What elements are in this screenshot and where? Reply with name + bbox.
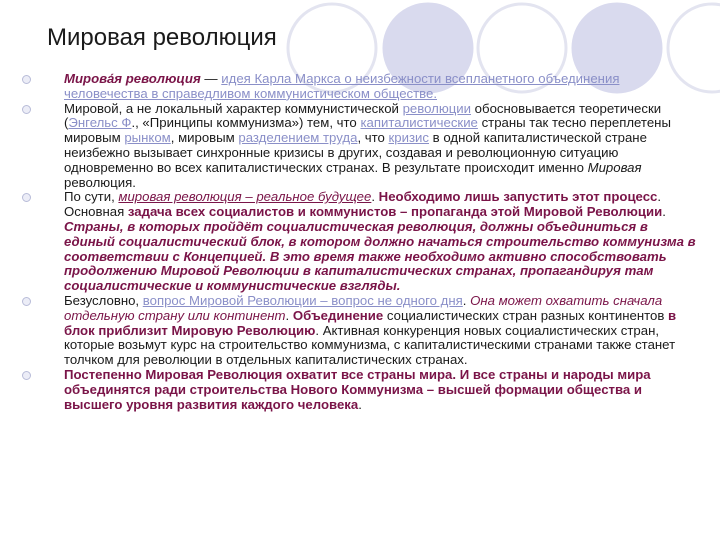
bullet-text-segment: социалистических стран разных континентов (383, 307, 669, 323)
bullet-text-segment: . (371, 189, 379, 205)
slide-title: Мировая революция (47, 24, 277, 51)
bullet-item-4 (22, 294, 698, 368)
bullet-text-segment: . Активная конкуренция новых социалистических стран, которые возьмут курс на строительство коммунизма, с капиталистическими странами также станет толчком для революции в отдельных капиталистических странах. (64, 322, 676, 368)
bullet-icon (22, 297, 31, 306)
bullet-text-segment[interactable]: рынком (124, 130, 171, 146)
bullet-text-segment: революция. (64, 174, 136, 190)
bullet-icon (22, 193, 31, 202)
bullet-list (22, 72, 698, 412)
bullet-text-segment: Безусловно, (64, 292, 143, 308)
bullet-text-segment: — (200, 71, 222, 86)
bullet-text-segment: . (358, 396, 362, 412)
bullet-item-2 (22, 102, 698, 191)
bullet-text-segment: . Основная (64, 189, 662, 220)
bullet-text-segment: . (285, 307, 293, 323)
bullet-text-segment[interactable]: идея Карла Маркса о неизбежности всепланетного объединения человечества в справедливом коммунистическом обществе. (64, 71, 620, 101)
bullet-text-segment: Необходимо лишь запустить этот процесс (378, 189, 658, 205)
bullet-text-segment: задача всех социалистов и коммунистов – пропаганда этой Мировой Революции (127, 204, 663, 220)
bullet-text-segment: Страны, в которых пройдёт социалистическая революция, должны объединиться в единый социалистический блок, в котором должно начаться строительство коммунизма в соответствии с Концепцией. В это время также необходимо активно способствовать продолжению Мировой Революции в капиталистических странах, пропагандируя там социалистические и коммунистические взгляды. (64, 218, 696, 294)
bullet-text-segment: ., «Принципы коммунизма») тем, что (131, 115, 361, 131)
bullet-text-segment: , что (357, 130, 389, 146)
bullet-text-segment: . (462, 292, 471, 308)
bullet-text-segment: По сути, (64, 189, 119, 205)
bullet-text-segment: Объединение (292, 307, 384, 323)
bullet-text-segment: . (662, 204, 666, 220)
bullet-item-3 (22, 190, 698, 294)
bullet-text-segment[interactable]: Энгельс Ф (68, 115, 132, 131)
bullet-text-segment: Мировая (587, 159, 642, 175)
bullet-text-segment: обосновывается теоретически ( (64, 100, 662, 131)
bullet-text-segment: Мирова́я революция (64, 71, 201, 86)
bullet-icon (22, 75, 31, 84)
bullet-text-segment[interactable]: капиталистические (360, 115, 478, 131)
bullet-text-segment: Она может охватить сначала отдельную страну или континент (64, 292, 663, 323)
bullet-text-segment: страны так тесно переплетены мировым (64, 115, 671, 146)
bullet-item-1 (22, 72, 698, 102)
bullet-text-segment[interactable]: революции (402, 100, 472, 116)
bullet-text-segment[interactable]: мировая революция – реальное будущее (118, 189, 372, 205)
bullet-text-segment: Мировой, а не локальный характер коммунистической (64, 100, 403, 116)
bullet-icon (22, 371, 31, 380)
bullet-text-segment: , мировым (170, 130, 239, 146)
bullet-text-segment[interactable]: вопрос Мировой Революции – вопрос не одного дня (142, 292, 463, 308)
bullet-item-5 (22, 368, 698, 412)
bullet-icon (22, 105, 31, 114)
bullet-text-segment[interactable]: разделением труда (238, 130, 358, 146)
bullet-text-segment: в блок приблизит Мировую Революцию (64, 307, 677, 338)
bullet-text-segment: в одной капиталистической стране неизбежно вызывает синхронные кризисы в других, создавая и революционную ситуацию одновременно во всех капиталистических странах. В результате происходит именно (64, 130, 647, 175)
bullet-text-segment[interactable]: кризис (388, 130, 430, 146)
bullet-text-segment: Постепенно Мировая Революция охватит все страны мира. И все страны и народы мира объединятся ради строительства Нового Коммунизма – высшей формации общества и высшего уровня развития каждого человека (64, 366, 651, 412)
